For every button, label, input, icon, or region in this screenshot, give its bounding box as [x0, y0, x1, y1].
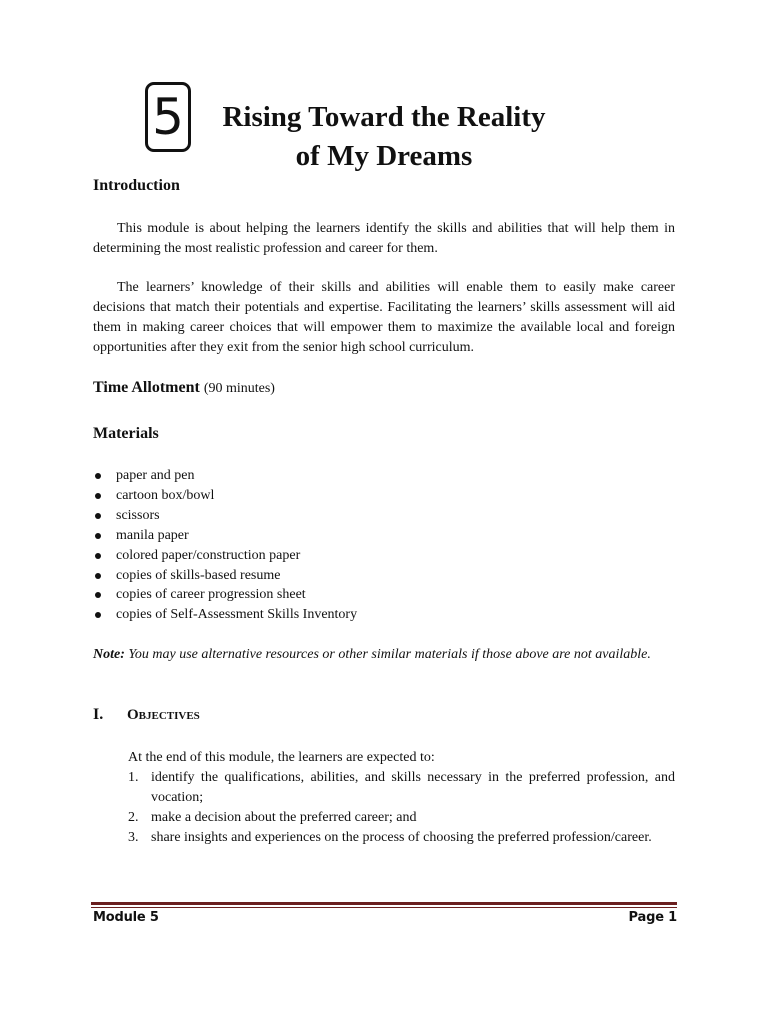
list-item	[128, 828, 675, 848]
objective-text: make a decision about the preferred career; and	[151, 810, 417, 825]
note	[93, 645, 675, 665]
objective-number: 3.	[128, 830, 139, 845]
footer-module: Module 5	[93, 910, 159, 925]
objectives-list	[128, 768, 675, 848]
objectives-intro: At the end of this module, the learners are expected to:	[128, 750, 435, 765]
objective-number: 1.	[128, 770, 139, 785]
list-item	[128, 768, 675, 808]
note-label: Note:	[93, 647, 125, 662]
objectives-title: Objectives	[127, 707, 200, 723]
list-item: copies of career progression sheet	[93, 585, 357, 605]
list-item: cartoon box/bowl	[93, 486, 357, 506]
footer-rule-thin	[91, 907, 677, 908]
time-allotment-value: (90 minutes)	[203, 381, 275, 396]
list-item: copies of Self-Assessment Skills Inventory	[93, 605, 357, 625]
footer-page-number: Page 1	[628, 910, 677, 925]
objective-number: 2.	[128, 810, 139, 825]
list-item: paper and pen	[93, 466, 357, 486]
module-number-badge	[145, 82, 191, 152]
list-item: colored paper/construction paper	[93, 546, 357, 566]
objectives-numeral: I.	[93, 706, 104, 723]
page-title	[196, 98, 572, 176]
objectives-heading	[93, 706, 200, 724]
introduction-heading: Introduction	[93, 177, 180, 194]
intro-paragraph-1: This module is about helping the learners identify the skills and abilities that will help them in determining the most realistic profession and career for them.	[93, 221, 675, 256]
title-line-1: Rising Toward the Reality	[222, 101, 546, 133]
objective-text: share insights and experiences on the process of choosing the preferred profession/career.	[151, 830, 652, 845]
intro-paragraph-2: The learners’ knowledge of their skills and abilities will enable them to easily make career decisions that match their potentials and expertise. Facilitating the learners’ skills assessment will aid them in making career choices that will empower them to maximize the available local and foreign opportunities after they exit from the senior high school curriculum.	[93, 280, 675, 355]
footer-rule	[91, 902, 677, 905]
list-item: scissors	[93, 506, 357, 526]
module-number: 5	[152, 88, 184, 146]
objective-text: identify the qualifications, abilities, and skills necessary in the preferred profession, and vocation;	[151, 770, 675, 805]
materials-list	[93, 466, 357, 625]
materials-heading: Materials	[93, 425, 159, 442]
list-item	[128, 808, 675, 828]
list-item: copies of skills-based resume	[93, 566, 357, 586]
title-line-2: of My Dreams	[295, 140, 473, 172]
time-allotment	[93, 379, 275, 397]
list-item: manila paper	[93, 526, 357, 546]
note-text: You may use alternative resources or other similar materials if those above are not available.	[128, 647, 651, 662]
time-allotment-label: Time Allotment	[93, 379, 200, 396]
